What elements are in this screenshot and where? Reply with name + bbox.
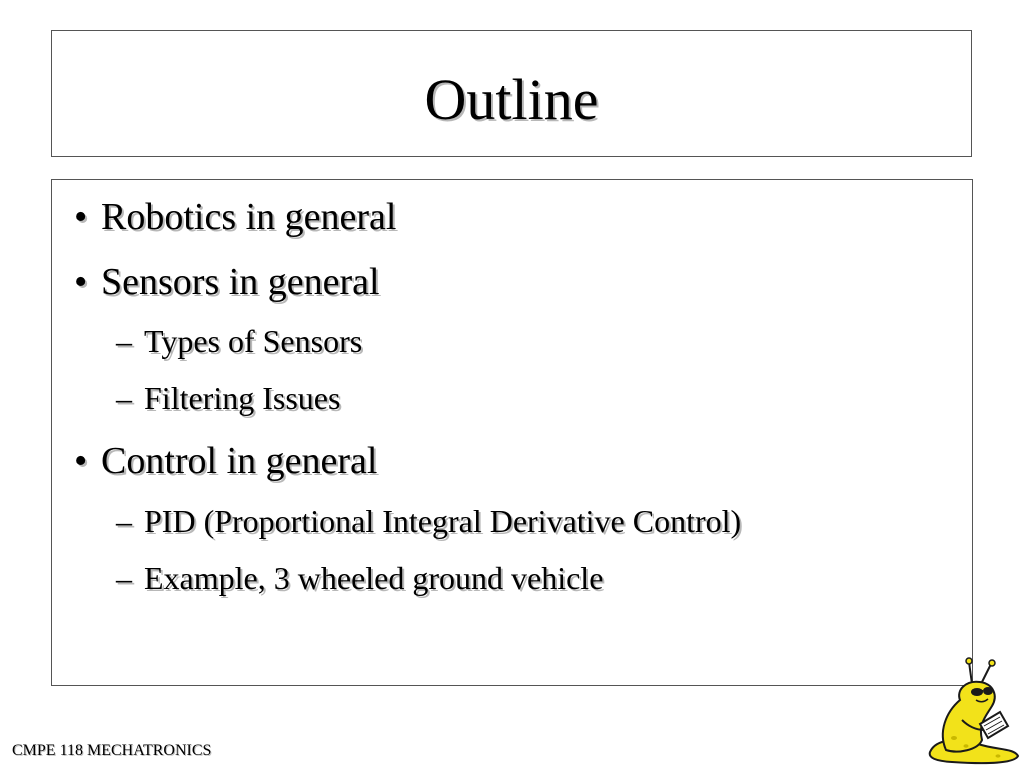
sub-bullet-text: Filtering Issues (144, 380, 341, 416)
content-box (51, 179, 973, 686)
sub-bullet-text: Types of Sensors (144, 323, 363, 359)
bullet-marker: • (74, 440, 88, 482)
title-box (51, 30, 972, 157)
bullet-text: Control in general (101, 440, 378, 482)
bullet-text: Robotics in general (101, 196, 397, 238)
bullet-marker: • (74, 261, 88, 303)
sub-bullet-text: Example, 3 wheeled ground vehicle (144, 560, 604, 596)
dash-marker: – (116, 560, 132, 596)
sub-bullet-text: PID (Proportional Integral Derivative Control) (144, 503, 742, 539)
slide-title: Outline (424, 67, 599, 132)
dash-marker: – (116, 380, 132, 416)
dash-marker: – (116, 323, 132, 359)
course-footer: CMPE 118 MECHATRONICS (12, 742, 212, 759)
dash-marker: – (116, 503, 132, 539)
banana-slug-mascot-icon (922, 654, 1022, 766)
bullet-marker: • (74, 196, 88, 238)
bullet-text: Sensors in general (101, 261, 380, 303)
